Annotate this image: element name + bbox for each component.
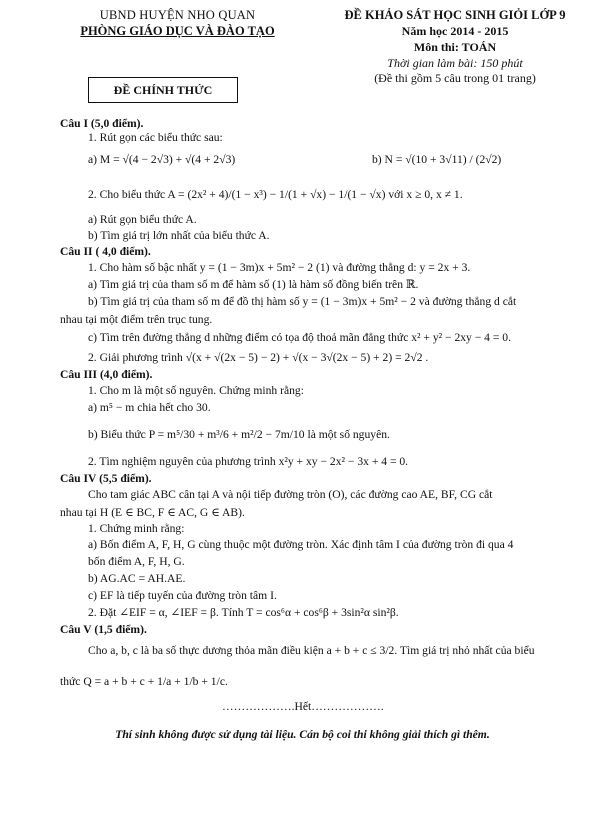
question-line: bốn điểm A, F, H, G. [88, 555, 185, 568]
question-line: b) AG.AC = AH.AE. [88, 572, 186, 585]
question-line: nhau tại một điểm trên trục tung. [60, 313, 213, 326]
question-line: c) EF là tiếp tuyến của đường tròn tâm I. [88, 589, 277, 602]
question-line: 2. Đặt ∠EIF = α, ∠IEF = β. Tính T = cos⁶α + cos⁶β + 3sin²α sin²β. [88, 606, 399, 619]
question-line: b) Tìm giá trị của tham số m để đồ thị hàm số y = (1 − 3m)x + 5m² − 2 và đường thẳng d cắt [88, 295, 517, 308]
question-line: b) N = √(10 + 3√11) / (2√2) [372, 153, 502, 166]
question-line: Cho a, b, c là ba số thực dương thỏa mãn điều kiện a + b + c ≤ 3/2. Tìm giá trị nhỏ nhất của biểu [88, 644, 535, 657]
time-limit: Thời gian làm bài: 150 phút [387, 56, 523, 70]
question-4-heading: Câu IV (5,5 điểm). [60, 472, 152, 485]
header-left [60, 8, 295, 39]
question-line: 1. Rút gọn các biểu thức sau: [88, 131, 223, 144]
school-year: Năm học 2014 - 2015 [401, 24, 509, 38]
official-exam-label: ĐỀ CHÍNH THỨC [88, 77, 238, 103]
end-marker: ……………….Hết………………. [222, 700, 384, 713]
question-line: b) Tìm giá trị lớn nhất của biểu thức A. [88, 229, 270, 242]
exam-title: ĐỀ KHẢO SÁT HỌC SINH GIỎI LỚP 9 [344, 8, 566, 22]
page-count-note: (Đề thi gồm 5 câu trong 01 trang) [374, 71, 536, 85]
question-line: b) Biểu thức P = m⁵/30 + m³/6 + m²/2 − 7m/10 là một số nguyên. [88, 428, 390, 441]
question-3-heading: Câu III (4,0 điểm). [60, 368, 153, 381]
question-line: 1. Cho m là một số nguyên. Chứng minh rằng: [88, 384, 304, 397]
question-line: thức Q = a + b + c + 1/a + 1/b + 1/c. [60, 675, 228, 688]
question-line: 2. Tìm nghiệm nguyên của phương trình x²y + xy − 2x² − 3x + 4 = 0. [88, 455, 409, 468]
subject: Môn thi: TOÁN [413, 40, 497, 54]
question-2-heading: Câu II ( 4,0 điểm). [60, 245, 151, 258]
question-line: 2. Giải phương trình √(x + √(2x − 5) − 2) + √(x − 3√(2x − 5) + 2) = 2√2 . [88, 351, 429, 364]
footer-note: Thí sinh không được sử dụng tài liệu. Cán bộ coi thi không giải thích gì thêm. [115, 728, 490, 741]
question-line: a) Bốn điểm A, F, H, G cùng thuộc một đường tròn. Xác định tâm I của đường tròn đi qua 4 [88, 538, 514, 551]
question-5-heading: Câu V (1,5 điểm). [60, 623, 147, 636]
question-line: a) Rút gọn biểu thức A. [88, 213, 197, 226]
header-right [305, 8, 605, 86]
question-line: Cho tam giác ABC cân tại A và nội tiếp đường tròn (O), các đường cao AE, BF, CG cắt [88, 488, 493, 501]
district-name: UBND HUYỆN NHO QUAN [99, 8, 256, 22]
question-line: a) Tìm giá trị của tham số m để hàm số (1) là hàm số đồng biến trên ℝ. [88, 278, 419, 291]
question-line: nhau tại H (E ∈ BC, F ∈ AC, G ∈ AB). [60, 506, 245, 519]
question-line: 1. Cho hàm số bậc nhất y = (1 − 3m)x + 5m² − 2 (1) và đường thẳng d: y = 2x + 3. [88, 261, 471, 274]
question-line: c) Tìm trên đường thẳng d những điểm có tọa độ thoả mãn đẳng thức x² + y² − 2xy − 4 = 0. [88, 331, 512, 344]
question-line: a) M = √(4 − 2√3) + √(4 + 2√3) [88, 153, 236, 166]
question-line: a) m⁵ − m chia hết cho 30. [88, 401, 211, 414]
question-line: 2. Cho biểu thức A = (2x² + 4)/(1 − x³) − 1/(1 + √x) − 1/(1 − √x) với x ≥ 0, x ≠ 1. [88, 188, 463, 201]
question-1-heading: Câu I (5,0 điểm). [60, 117, 144, 130]
question-line: 1. Chứng minh rằng: [88, 522, 185, 535]
department-name: PHÒNG GIÁO DỤC VÀ ĐÀO TẠO [80, 24, 275, 38]
